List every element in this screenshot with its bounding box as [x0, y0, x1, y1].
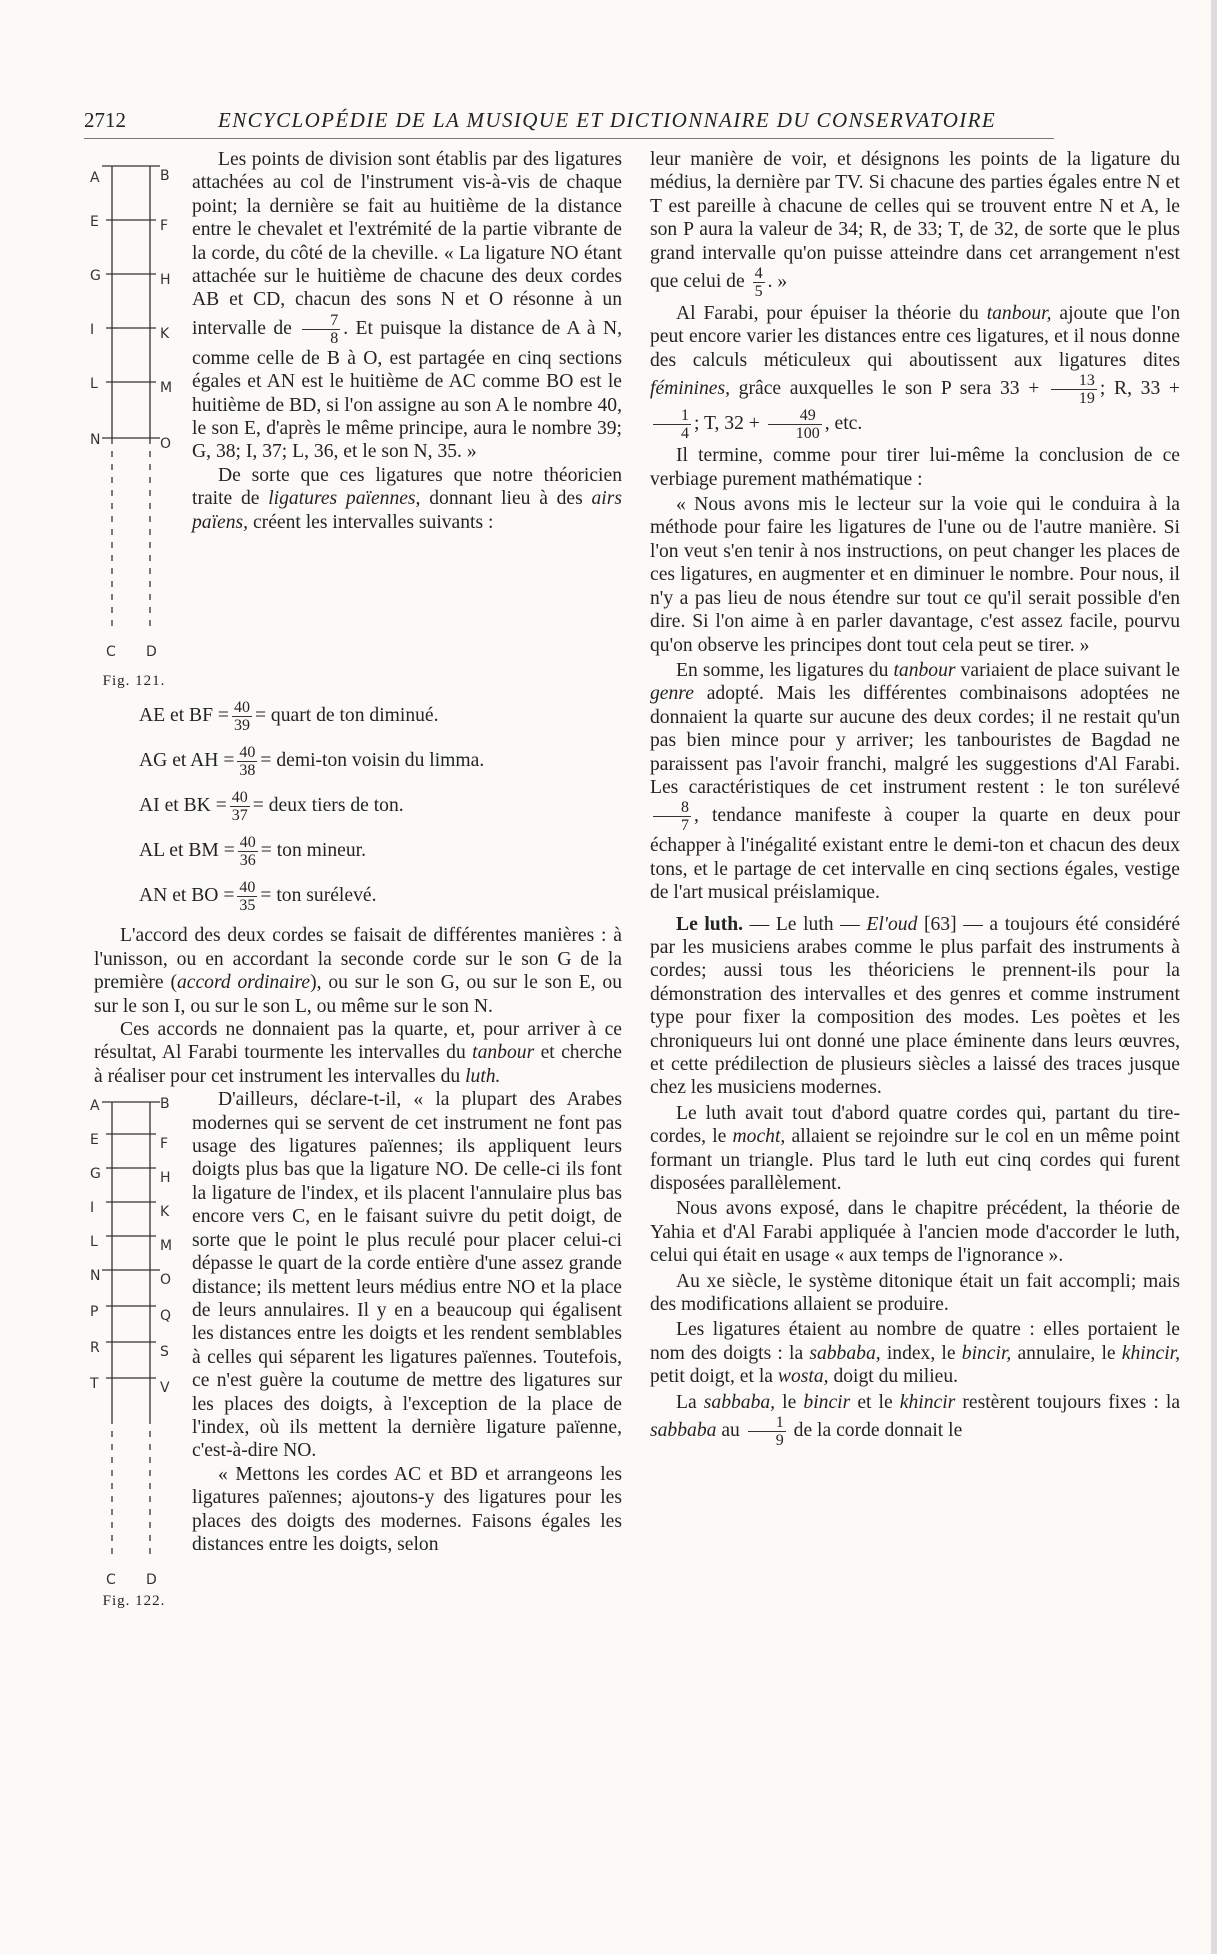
formula-ai: AI et BK = $\frac{40}{37}$ = deux tiers de ton. [139, 789, 404, 825]
fig122-label-N: N [90, 1268, 101, 1285]
figure-122-caption: Fig. 122. [102, 1593, 166, 1610]
fig122-label-Q: Q [160, 1308, 172, 1325]
fig122-label-V: V [160, 1380, 170, 1397]
fig122-label-B: B [160, 1096, 170, 1113]
paragraph: Al Farabi, pour épuiser la théorie du tanbour, ajoute que l'on peut encore varier les distances entre ces ligatures, et il nous donne des calculs méticuleux qui aboutissent aux ligatures dites féminines, grâce auxquelles le son P sera 33 + $\frac{13}{19}$ ; R, 33 + $\frac{1}{4}$ ; T, 32 + $\frac{49}{100}$ , etc. [650, 303, 1180, 443]
fig122-label-L: L [90, 1234, 98, 1251]
page-number: 2712 [84, 108, 126, 132]
fig122-label-F: F [160, 1136, 169, 1153]
fig121-label-F: F [160, 218, 169, 234]
formula-an: AN et BO = $\frac{40}{35}$ = ton surélevé. [139, 879, 377, 915]
running-title: ENCYCLOPÉDIE DE LA MUSIQUE ET DICTIONNAIRE DU CONSERVATOIRE [218, 108, 997, 132]
paragraph: « Mettons les cordes AC et BD et arrangeons les ligatures païennes; ajoutons-y des ligatures pour les places des doigts des modernes. Faisons égales les distances entre les doigts, selon [192, 1463, 622, 1555]
paragraph: Nous avons exposé, dans le chapitre précédent, la théorie de Yahia et d'Al Farabi appliquée à l'ancien mode d'accorder le luth, celui qui était en usage « aux temps de l'ignorance ». [650, 1198, 1180, 1267]
figure-122 [88, 1088, 180, 1613]
fig121-label-K: K [160, 326, 170, 342]
fig122-label-H: H [160, 1170, 171, 1187]
page-edge [1211, 0, 1217, 1954]
right-column [650, 148, 1180, 1451]
page-header [84, 108, 1144, 136]
paragraph: De sorte que ces ligatures que notre théoricien traite de ligatures païennes, donnant lieu à des airs païens, créent les intervalles suivants : [192, 464, 622, 533]
fig121-label-D: D [146, 644, 157, 660]
paragraph: L'accord des deux cordes se faisait de différentes manières : à l'unisson, ou en accordant la seconde corde sur le son G de la première (accord ordinaire), ou sur le son G, ou sur le son E, ou sur le son I, ou sur le son L, ou même sur le son N. [94, 925, 622, 1017]
fig121-label-O: O [160, 436, 172, 452]
fraction: $\frac{4}{5}$ [754, 265, 763, 301]
fig121-label-A: A [90, 170, 100, 186]
fig121-label-B: B [160, 168, 170, 184]
paragraph: Les points de division sont établis par des ligatures attachées au col de l'instrument vis-à-vis de chaque point; la dernière se fait au huitième de la distance entre le chevalet et l'extrémité de la partie vibrante de la corde, du côté de la cheville. « La ligature NO étant attachée sur le huitième de chacune des deux cordes AB et CD, chacun des sons N et O résonne à un intervalle de $\frac{7}{8}$ . Et puisque la distance de A à N, comme celle de B à O, est partagée en cinq sections égales et AN est le huitième de AC comme BO est le huitième de BD, si l'on assigne au son A le nombre 40, le son E, d'après le même principe, aura le nombre 39; G, 38; I, 37; L, 36, et le son N, 35. » [192, 149, 622, 463]
fig122-label-S: S [160, 1344, 169, 1361]
paragraph: Les ligatures étaient au nombre de quatre : elles portaient le nom des doigts : la sabbaba, index, le bincir, annulaire, le khincir, petit doigt, et la wosta, doigt du milieu. [650, 1319, 1181, 1388]
figure-122-diagram [88, 1088, 180, 1588]
header-rule [84, 138, 1054, 139]
fig122-label-A: A [90, 1098, 100, 1115]
paragraph: D'ailleurs, déclare-t-il, « la plupart des Arabes modernes qui se servent de cet instrument ne font pas usage des ligatures païennes; ils appliquent leurs doigts plus bas que la ligature NO. De celle-ci ils font la ligature de l'index, et ils placent l'annulaire plus bas encore vers C, en le faisant suivre du petit doigt, de sorte que le point le plus reculé pour placer celui-ci dépasse le quart de la corde entière d'une assez grande distance; ils mettent leurs médius entre NO et la place de leurs annulaires. Il y en a beaucoup qui égalisent les distances entre les doigts et les rendent semblables à celles qui séparent les ligatures païennes. Toutefois, ce n'est guère la coutume de mettre des ligatures sur les places des doigts, à l'exception de la place de l'index, où ils mettent la dernière ligature païenne, c'est-à-dire NO. [192, 1089, 622, 1462]
left-column [90, 148, 622, 1614]
figure-121 [88, 148, 180, 693]
paragraph: Il termine, comme pour tirer lui-même la conclusion de ce verbiage purement mathématique : [650, 445, 1180, 490]
fig122-label-I: I [90, 1200, 95, 1217]
fraction: $\frac{7}{8}$ [302, 312, 340, 347]
paragraph: Au xe siècle, le système ditonique était un fait accompli; mais des modifications allaient se produire. [650, 1270, 1180, 1316]
paragraph: La sabbaba, le bincir et le khincir restèrent toujours fixes : la sabbaba au $\frac{1}{9}$ de la corde donnait le [650, 1391, 1181, 1450]
paragraph: Ces accords ne donnaient pas la quarte, et, pour arriver à ce résultat, Al Farabi tourmente les intervalles du tanbour et cherche à réaliser pour cet instrument les intervalles du luth. [94, 1019, 622, 1087]
fig122-label-M: M [160, 1238, 173, 1255]
paragraph: En somme, les ligatures du tanbour variaient de place suivant le genre adopté. Mais les différentes combinaisons adoptées ne donnaient la quarte sur aucune des deux cordes; il ne restait qu'un pas bien mince pour y arriver; les tanbouristes de Bagdad ne paraissent pas l'avoir franchi, malgré les suggestions d'Al Farabi. Les caractéristiques de cet instrument restent : le ton surélevé $\frac{8}{7}$ , tendance manifeste à couper la quarte en deux pour échapper à l'inégalité existant entre le demi-ton et chacun des deux tons, et le partage de cet intervalle en cinq sections égales, vestige de l'art musical préislamique. [650, 659, 1181, 904]
formula-ag: AG et AH = $\frac{40}{38}$ = demi-ton voisin du limma. [139, 744, 485, 780]
fig121-label-N: N [90, 432, 101, 448]
fig121-label-M: M [160, 380, 173, 396]
section-heading: Le luth. [676, 913, 744, 935]
fig122-label-E: E [90, 1132, 99, 1149]
fig121-label-H: H [160, 272, 171, 288]
fig121-label-G: G [90, 268, 101, 284]
fig122-label-D: D [146, 1572, 157, 1589]
figure-121-diagram [88, 148, 180, 668]
fig122-label-R: R [90, 1340, 100, 1357]
fig121-label-E: E [90, 214, 99, 230]
fig122-label-K: K [160, 1204, 170, 1221]
formula-al: AL et BM = $\frac{40}{36}$ = ton mineur. [139, 834, 366, 870]
fig121-label-C: C [106, 644, 116, 660]
fig121-label-I: I [90, 322, 95, 338]
figure-121-caption: Fig. 121. [102, 673, 166, 689]
fig122-label-P: P [90, 1304, 99, 1321]
paragraph: leur manière de voir, et désignons les points de la ligature du médius, la dernière par TV. Si chacune des parties égales entre N et T est pareille à chacune de celles qui se trouvent entre N et A, le son P aura la valeur de 34; R, de 33; T, de 32, de sorte que le plus grand intervalle qu'on puisse atteindre dans cet arrangement n'est que celui de $\frac{4}{5}$ . » [650, 149, 1180, 301]
fig122-label-T: T [90, 1376, 99, 1393]
fig122-label-O: O [160, 1272, 172, 1289]
fig122-label-G: G [90, 1166, 101, 1183]
fig121-label-L: L [90, 376, 98, 392]
paragraph: « Nous avons mis le lecteur sur la voie qui le conduira à la méthode pour faire les ligatures de l'une ou de l'autre manière. Si l'on veut s'en tenir à nos instructions, on peut changer les places de ces ligatures, en augmenter et en diminuer le nombre. Pour nous, il n'y a pas lieu de nous étendre sur tout ce qu'il serait possible d'en dire. Si l'on aime à en parler davantage, c'est assez facile, pourvu qu'on observe les principes dont tout cela peut se tirer. » [650, 494, 1180, 656]
paragraph: Le luth. — Le luth — El'oud [63] — a toujours été considéré par les musiciens arabes comme le plus parfait des instruments à cordes; aussi tous les théoriciens le prennent-ils pour la démonstration des intervalles et des genres et comme instrument type pour fixer la composition des modes. Les poètes et les chroniqueurs lui ont donné une place éminente dans leurs œuvres, et cette prédilection de plusieurs siècles a laissé des traces jusque chez les musiciens modernes. [650, 913, 1181, 1099]
paragraph: Le luth avait tout d'abord quatre cordes qui, partant du tire-cordes, le mocht, allaient se rejoindre sur le col en un même point formant un triangle. Plus tard le luth eut cinq cordes qui furent disposées parallèlement. [650, 1102, 1180, 1195]
formula-ae: AE et BF = $\frac{40}{39}$ = quart de ton diminué. [139, 699, 439, 735]
fig122-label-C: C [106, 1572, 116, 1589]
